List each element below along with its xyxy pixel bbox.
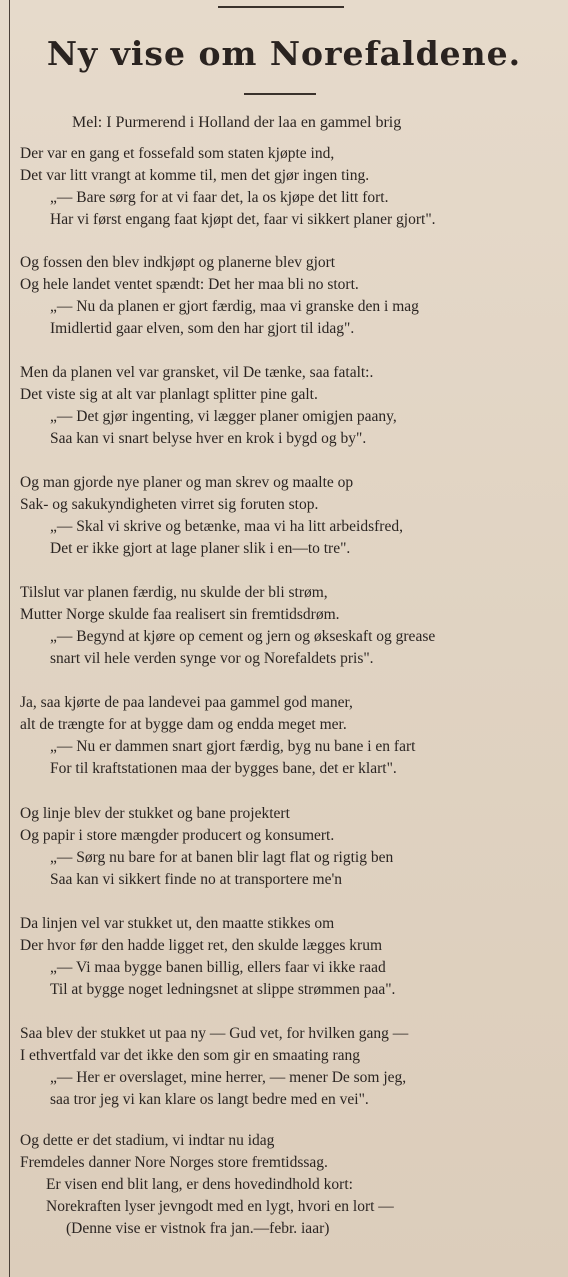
title-underline-rule: [244, 93, 316, 95]
stanza-10-line-4: Norekraften lyser jevngodt med en lygt, hvori en lort —: [46, 1198, 394, 1215]
stanza-2-line-3: „— Nu da planen er gjort færdig, maa vi granske den i mag: [50, 298, 419, 315]
stanza-8-line-4: Til at bygge noget ledningsnet at slippe strømmen paa".: [50, 981, 396, 998]
top-ornament-rule: [218, 6, 344, 8]
stanza-4-line-4: Det er ikke gjort at lage planer slik i en—to tre".: [50, 540, 351, 557]
poem-title: Ny vise om Norefaldene.: [46, 34, 522, 73]
stanza-5-line-3: „— Begynd at kjøre op cement og jern og økseskaft og grease: [50, 628, 436, 645]
left-column-rule: [9, 0, 10, 1277]
stanza-4-line-2: Sak- og sakukyndigheten virret sig foruten stop.: [20, 496, 319, 513]
stanza-7-line-4: Saa kan vi sikkert finde no at transportere me'n: [50, 871, 343, 888]
stanza-3-line-1: Men da planen vel var gransket, vil De tænke, saa fatalt:.: [20, 364, 374, 381]
stanza-8-line-1: Da linjen vel var stukket ut, den maatte stikkes om: [20, 915, 335, 932]
stanza-10-line-1: Og dette er det stadium, vi indtar nu idag: [20, 1132, 275, 1149]
stanza-9-line-2: I ethvertfald var det ikke den som gir en smaating rang: [20, 1047, 361, 1064]
stanza-1-line-3: „— Bare sørg for at vi faar det, la os kjøpe det litt fort.: [50, 189, 389, 206]
stanza-8-line-3: „— Vi maa bygge banen billig, ellers faar vi ikke raad: [50, 959, 386, 976]
stanza-7-line-2: Og papir i store mængder producert og konsumert.: [20, 827, 335, 844]
stanza-1-line-2: Det var litt vrangt at komme til, men det gjør ingen ting.: [20, 167, 370, 184]
stanza-7-line-1: Og linje blev der stukket og bane projektert: [20, 805, 290, 822]
stanza-5-line-4: snart vil hele verden synge vor og Norefaldets pris".: [50, 650, 374, 667]
stanza-3-line-3: „— Det gjør ingenting, vi lægger planer omigjen paany,: [50, 408, 397, 425]
stanza-6-line-1: Ja, saa kjørte de paa landevei paa gammel god maner,: [20, 694, 353, 711]
stanza-6-line-2: alt de trængte for at bygge dam og endda meget mer.: [20, 716, 347, 733]
stanza-5-line-1: Tilslut var planen færdig, nu skulde der bli strøm,: [20, 584, 328, 601]
stanza-9-line-3: „— Her er overslaget, mine herrer, — mener De som jeg,: [50, 1069, 407, 1086]
stanza-2-line-4: Imidlertid gaar elven, som den har gjort til idag".: [50, 320, 355, 337]
stanza-9-line-4: saa tror jeg vi kan klare os langt bedre med en vei".: [50, 1091, 369, 1108]
stanza-10-line-2: Fremdeles danner Nore Norges store fremtidssag.: [20, 1154, 328, 1171]
stanza-9-line-1: Saa blev der stukket ut paa ny — Gud vet, for hvilken gang —: [20, 1025, 409, 1042]
melody-line: Mel: I Purmerend i Holland der laa en gammel brig: [72, 114, 402, 131]
stanza-4-line-1: Og man gjorde nye planer og man skrev og maalte op: [20, 474, 354, 491]
stanza-1-line-4: Har vi først engang faat kjøpt det, faar vi sikkert planer gjort".: [50, 211, 436, 228]
stanza-10-line-3: Er visen end blit lang, er dens hovedindhold kort:: [46, 1176, 353, 1193]
stanza-8-line-2: Der hvor før den hadde ligget ret, den skulde lægges krum: [20, 937, 383, 954]
stanza-6-line-3: „— Nu er dammen snart gjort færdig, byg nu bane i en fart: [50, 738, 416, 755]
stanza-4-line-3: „— Skal vi skrive og betænke, maa vi ha litt arbeidsfred,: [50, 518, 403, 535]
stanza-10-line-5: (Denne vise er vistnok fra jan.—febr. iaar): [66, 1220, 330, 1237]
stanza-2-line-1: Og fossen den blev indkjøpt og planerne blev gjort: [20, 254, 336, 271]
stanza-1-line-1: Der var en gang et fossefald som staten kjøpte ind,: [20, 145, 335, 162]
stanza-3-line-2: Det viste sig at alt var planlagt splitter pine galt.: [20, 386, 318, 403]
stanza-7-line-3: „— Sørg nu bare for at banen blir lagt flat og rigtig ben: [50, 849, 394, 866]
stanza-3-line-4: Saa kan vi snart belyse hver en krok i bygd og by".: [50, 430, 367, 447]
stanza-2-line-2: Og hele landet ventet spændt: Det her maa bli no stort.: [20, 276, 359, 293]
stanza-5-line-2: Mutter Norge skulde faa realisert sin fremtidsdrøm.: [20, 606, 340, 623]
stanza-6-line-4: For til kraftstationen maa der bygges bane, det er klart".: [50, 760, 397, 777]
